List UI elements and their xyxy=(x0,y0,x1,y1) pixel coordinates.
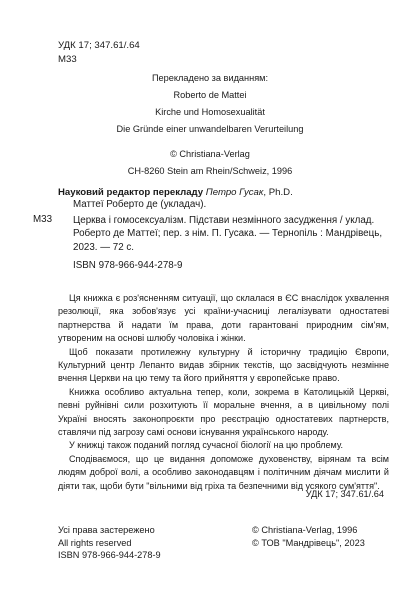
author-mark: М33 xyxy=(58,54,77,65)
catalog-mark: М33 xyxy=(33,214,53,225)
rights-ukrainian: Усі права застережено xyxy=(58,525,155,535)
scientific-editor xyxy=(58,187,293,198)
original-subtitle: Die Gründe einer unwandelbaren Verurteilung xyxy=(116,124,304,134)
udk-code-repeat: УДК 17; 347.61/.64 xyxy=(305,489,384,499)
catalog-record xyxy=(73,198,389,273)
footer-isbn: ISBN 978-966-944-278-9 xyxy=(58,550,161,561)
editor-name: Петро Гусак xyxy=(205,187,264,198)
original-author: Roberto de Mattei xyxy=(173,90,247,100)
translated-from-label: Перекладено за виданням: xyxy=(151,73,269,83)
catalog-line-2: Роберто де Маттеї; пер. з нім. П. Гусака. — Тернопіль : Мандрівець, xyxy=(73,228,383,239)
annotation xyxy=(58,292,389,493)
editor-degree: , Ph.D. xyxy=(263,187,293,198)
original-place: CH-8260 Stein am Rhein/Schweiz, 1996 xyxy=(127,166,293,176)
copyright-block xyxy=(252,524,365,549)
annotation-paragraph-3: Книжка особливо актуальна тепер, коли, зокрема в Католицькій Церкві, певні руйнівні сили розхитують її моральне вчення, а в цивільному полі Україні вносять законопроєкти про реєстрацію одностатевих партнерств, ставлячи під загрозу самі основи існування українського народу. xyxy=(58,386,389,438)
catalog-line-3: 2023. — 72 с. xyxy=(73,241,134,253)
original-title: Kirche und Homosexualität xyxy=(155,107,265,117)
annotation-paragraph-2: Щоб показати протилежну культурну й історичну традицію Європи, Культурний центр Лепанто видав збірник текстів, що засвідчують незмінне вчення Церкви на цю тему та його прийняття у європейське право. xyxy=(58,346,389,384)
catalog-heading: Маттеї Роберто де (укладач). xyxy=(73,199,207,210)
annotation-paragraph-1: Ця книжка є роз'ясненням ситуації, що склалася в ЄС внаслідок ухвалення резолюції, яка зобов'язує усі країни-учасниці легалізувати одностатеві партнерства й надати їм права, доти гарантовані природним сім'ям, утвореним на основі шлюбу чоловіка і жінки. xyxy=(58,293,389,344)
copyright-original: © Christiana-Verlag, 1996 xyxy=(252,525,358,535)
annotation-paragraph-4: У книжці також поданий погляд сучасної біології на цю проблему. xyxy=(69,440,343,451)
rights-english: All rights reserved xyxy=(58,537,132,548)
rights-block xyxy=(58,524,161,562)
editor-label: Науковий редактор перекладу xyxy=(58,187,204,198)
catalog-line-1: Церква і гомосексуалізм. Підстави незмінного засудження / уклад. xyxy=(73,214,375,226)
original-copyright: © Christiana-Verlag xyxy=(170,149,250,159)
catalog-isbn: ISBN 978-966-944-278-9 xyxy=(73,260,183,271)
copyright-translation: © ТОВ "Мандрівець", 2023 xyxy=(252,537,365,548)
udk-code: УДК 17; 347.61/.64 xyxy=(58,40,140,51)
annotation-paragraph-5: Сподіваємося, що це видання допоможе духовенству, вірянам та всім людям доброї волі, а особливо законодавцям і політичним діячам мислити й діяти так, щоби бути "вільними від гріха та безпечними від усякого сум'яття". xyxy=(58,453,389,491)
